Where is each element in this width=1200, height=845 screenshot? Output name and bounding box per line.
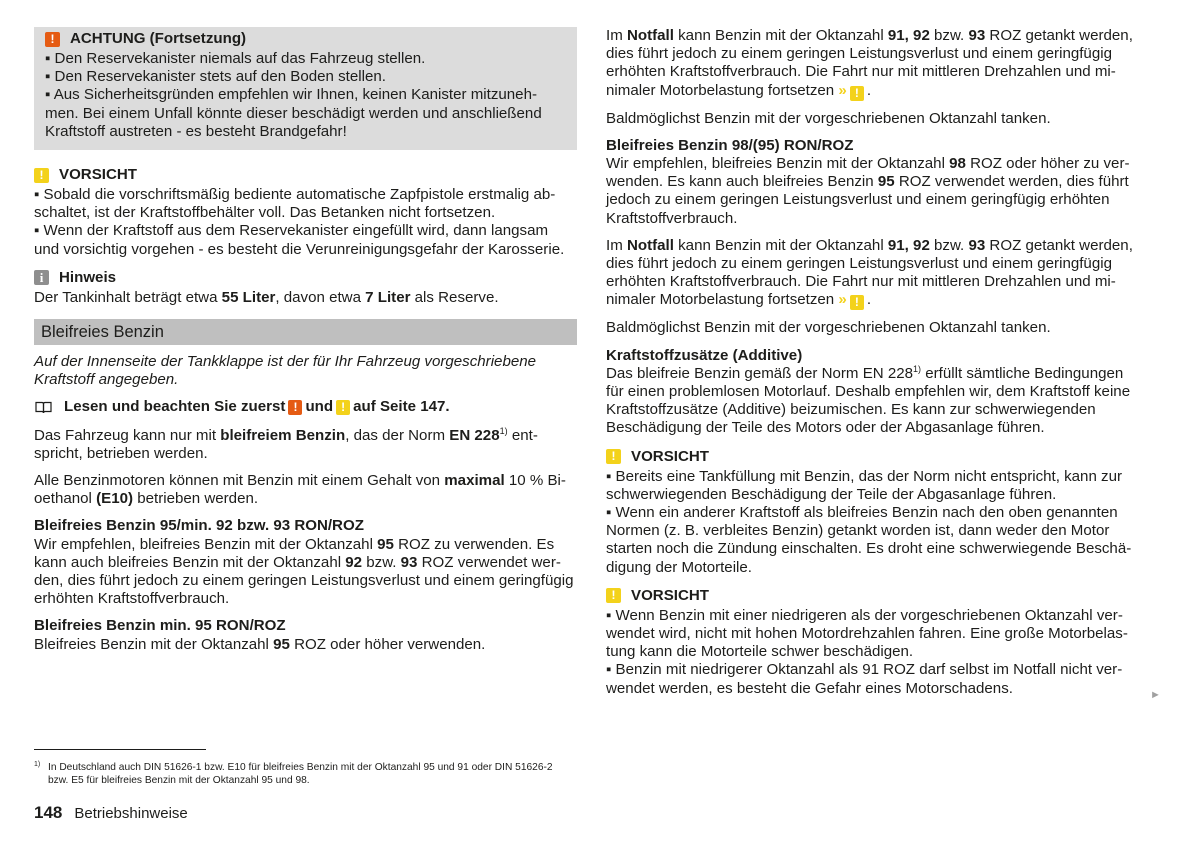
footnote-ref[interactable]: 1): [499, 425, 508, 436]
caution-item: ▪ Benzin mit niedrigerer Oktanzahl als 91 ROZ darf selbst im Notfall nicht verwendet werden, es besteht die Gefahr eines Motorschadens.: [606, 661, 1123, 697]
note-text: Der Tankinhalt beträgt etwa 55 Liter, davon etwa 7 Liter als Reserve.: [34, 288, 499, 306]
subsection-title: Bleifreies Benzin 95/min. 92 bzw. 93 RON/ROZ: [34, 517, 364, 535]
paragraph: Baldmöglichst Benzin mit der vorgeschriebenen Oktanzahl tanken.: [606, 109, 1051, 127]
warning-title: ACHTUNG (Fortsetzung): [70, 29, 247, 47]
caution-header: [34, 165, 577, 185]
subsection: [34, 517, 577, 608]
caution-icon: !: [850, 295, 864, 310]
caution-item: ▪ Bereits eine Tankfüllung mit Benzin, das der Norm nicht entspricht, kann zur schwerwiegenden Beschädigung der Teile der Abgasanlage führen.: [606, 467, 1122, 503]
footnote-text: In Deutschland auch DIN 51626-1 bzw. E10 für bleifreies Benzin mit der Oktanzahl 95 und 91 oder DIN 51626-2 bzw. E5 für bleifreies Benzin mit der Oktanzahl 95 und 98.: [48, 762, 553, 786]
subsection: [34, 617, 577, 653]
subsection-text: Wir empfehlen, bleifreies Benzin mit der Oktanzahl 95 ROZ zu verwenden. Es kann auch bleifreies Benzin mit der Oktanzahl 92 bzw. 93 ROZ verwendet werden, dies führt jedoch zu einem geringen Leistungsverlust und einem geringfügig erhöhten Kraftstoffverbrauch.: [34, 535, 574, 608]
reference-arrow[interactable]: »: [838, 81, 847, 99]
footnote-ref[interactable]: 1): [913, 363, 922, 374]
paragraph: Im Notfall kann Benzin mit der Oktanzahl 91, 92 bzw. 93 ROZ getankt werden, dies führt jedoch zu einem geringen Leistungsverlust und einem geringfügig erhöhten Kraftstoffverbrauch. Die Fahrt nur mit mittleren Drehzahlen und minimaler Motorbelastung fortsetzen » ! .: [606, 236, 1133, 310]
read-first-line: [34, 398, 577, 416]
subsection: [606, 137, 1142, 228]
caution-item: ▪ Wenn der Kraftstoff aus dem Reservekanister eingefüllt wird, dann langsam und vorsichtig vorgehen - es besteht die Verunreinigungsgefahr der Karosserie.: [34, 222, 565, 258]
caution-block: [606, 447, 1142, 577]
warning-header: [45, 29, 565, 49]
caution-item: ▪ Sobald die vorschriftsmäßig bediente automatische Zapfpistole erstmalig abschaltet, ist der Kraftstoffbehälter voll. Das Betanken nicht fortsetzen.: [34, 186, 556, 222]
footnote-number: 1): [34, 761, 41, 768]
warning-icon: !: [45, 32, 60, 47]
caution-block: [606, 586, 1142, 698]
intro-text: Auf der Innenseite der Tankklappe ist der für Ihr Fahrzeug vorgeschriebene Kraftstoff angegeben.: [34, 353, 537, 389]
reference-arrow[interactable]: »: [838, 291, 847, 309]
caution-icon: !: [850, 86, 864, 101]
caution-title: VORSICHT: [631, 447, 709, 465]
caution-item: ▪ Wenn Benzin mit einer niedrigeren als der vorgeschriebenen Oktanzahl verwendet wird, nicht mit hohen Motordrehzahlen fahren. Eine große Motorbelastung kann die Motorteile schwer beschädigen.: [606, 606, 1128, 661]
warning-item: ▪ Den Reservekanister stets auf den Boden stellen.: [45, 68, 386, 86]
subsection: [606, 347, 1142, 438]
subsection-title: Bleifreies Benzin min. 95 RON/ROZ: [34, 617, 286, 635]
footnote-divider: [34, 749, 206, 750]
paragraph: Baldmöglichst Benzin mit der vorgeschriebenen Oktanzahl tanken.: [606, 319, 1051, 337]
caution-block: [34, 165, 577, 259]
subsection-text: Das bleifreie Benzin gemäß der Norm EN 228$^{1)}$ erfüllt sämtliche Bedingungen für einen problemlosen Motorlauf. Deshalb empfehlen wir, dem Kraftstoff keine Kraftstoffzusätze (Additive) beizumischen. Es kann zur schwerwiegenden Beschädigung der Teile des Motors oder der Abgasanlage führen.: [606, 363, 1131, 437]
caution-title: VORSICHT: [59, 165, 137, 183]
warning-icon: !: [288, 400, 302, 415]
subsection-text: Wir empfehlen, bleifreies Benzin mit der Oktanzahl 98 ROZ oder höher zu verwenden. Es kann auch bleifreies Benzin 95 ROZ verwendet werden, dies führt jedoch zu einem geringen Leistungsverlust und einem geringfügig erhöhten Kraftstoffverbrauch.: [606, 155, 1130, 227]
read-first-and: und: [305, 398, 334, 416]
caution-icon: !: [606, 449, 621, 464]
subsection-title: Kraftstoffzusätze (Additive): [606, 346, 803, 364]
footnote: [34, 762, 554, 787]
read-first-page-link[interactable]: auf Seite 147.: [353, 398, 450, 416]
caution-icon: !: [336, 400, 350, 415]
page-section-name: Betriebshinweise: [74, 805, 188, 822]
page-footer: [34, 804, 188, 823]
book-icon: [35, 401, 52, 414]
continue-arrow-icon: ►: [1150, 689, 1161, 701]
caution-icon: !: [606, 588, 621, 603]
warning-box: [34, 27, 577, 150]
caution-header: [606, 447, 1142, 467]
caution-item: ▪ Wenn ein anderer Kraftstoff als bleifreies Benzin nach den oben genannten Normen (z. B. verbleites Benzin) getankt worden ist, dann weder den Motor starten noch die Zündung einschalten. Es droht eine schwerwiegende Beschädigung der Motorteile.: [606, 504, 1132, 576]
info-icon: i: [34, 270, 49, 285]
paragraph: Alle Benzinmotoren können mit Benzin mit einem Gehalt von maximal 10 % Bioethanol (E10) betrieben werden.: [34, 472, 566, 508]
page-number: 148: [34, 803, 63, 822]
note-block: [34, 268, 577, 307]
warning-item: ▪ Den Reservekanister niemals auf das Fahrzeug stellen.: [45, 50, 426, 67]
note-header: [34, 268, 577, 288]
paragraph: Das Fahrzeug kann nur mit bleifreiem Benzin, das der Norm EN 228$^{1)}$ entspricht, betrieben werden.: [34, 425, 538, 462]
right-column: [606, 27, 1142, 707]
subsection-text: Bleifreies Benzin mit der Oktanzahl 95 ROZ oder höher verwenden.: [34, 635, 486, 653]
subsection-title: Bleifreies Benzin 98/(95) RON/ROZ: [606, 136, 854, 154]
caution-header: [606, 586, 1142, 606]
read-first-text: Lesen und beachten Sie zuerst: [64, 398, 286, 416]
note-title: Hinweis: [59, 268, 117, 286]
caution-icon: !: [34, 168, 49, 183]
left-column: [34, 27, 577, 663]
caution-title: VORSICHT: [631, 586, 709, 604]
paragraph: Im Notfall kann Benzin mit der Oktanzahl 91, 92 bzw. 93 ROZ getankt werden, dies führt jedoch zu einem geringen Leistungsverlust und einem geringfügig erhöhten Kraftstoffverbrauch. Die Fahrt nur mit mittleren Drehzahlen und minimaler Motorbelastung fortsetzen » ! .: [606, 27, 1133, 100]
warning-item: ▪ Aus Sicherheitsgründen empfehlen wir Ihnen, keinen Kanister mitzunehmen. Bei einem Unfall könnte dieser beschädigt werden und anschließend Kraftstoff austreten - es besteht Brandgefahr!: [45, 86, 542, 140]
section-title: Bleifreies Benzin: [34, 319, 577, 345]
